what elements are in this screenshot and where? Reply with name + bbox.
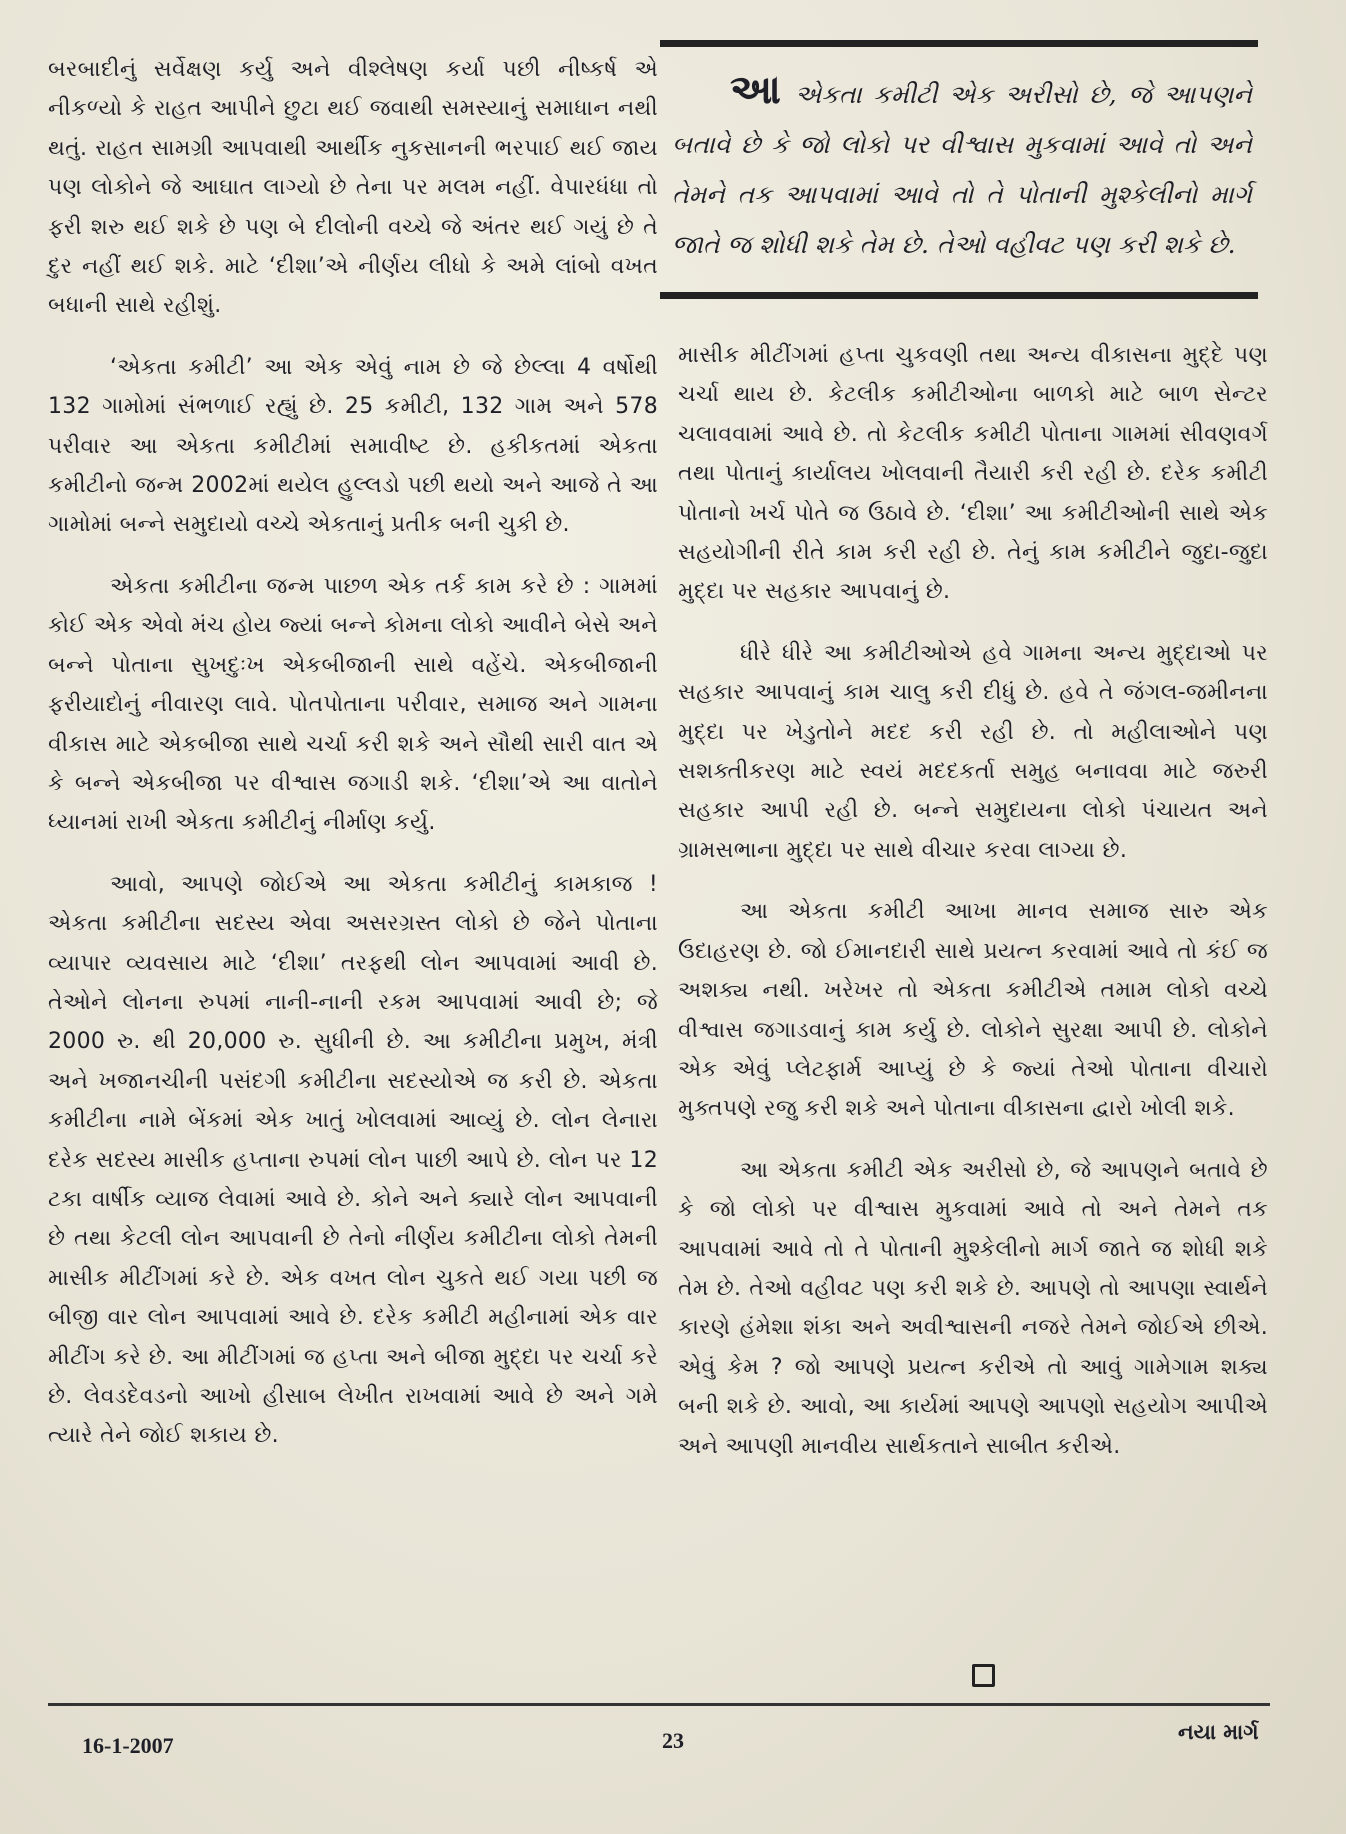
right-paragraph-3: આ એકતા કમીટી આખા માનવ સમાજ સારુ એક ઉદાહરણ છે. જો ઈમાનદારી સાથે પ્રયત્ન કરવામાં આવે તો કંઈ જ અશક્ય નથી. ખરેખર તો એકતા કમીટીએ તમામ લોકો વચ્ચે વીશ્વાસ જગાડવાનું કામ કર્યુ છે. લોકોને સુરક્ષા આપી છે. લોકોને એક એવું પ્લેટફાર્મ આપ્યું છે કે જ્યાં તેઓ પોતાના વીચારો મુક્તપણે રજુ કરી શકે અને પોતાના વીકાસના દ્વારો ખોલી શકે. bbox=[678, 899, 1268, 1122]
left-paragraph-1: બરબાદીનું સર્વેક્ષણ કર્યુ અને વીશ્લેષણ કર્યા પછી નીષ્કર્ષ એ નીકળ્યો કે રાહત આપીને છુટા થઈ જવાથી સમસ્યાનું સમાધાન નથી થતું. રાહત સામગ્રી આપવાથી આર્થીક નુકસાનની ભરપાઈ થઈ જાય પણ લોકોને જે આઘાત લાગ્યો છે તેના પર મલમ નહીં. વેપારધંધા તો ફરી શરુ થઈ શકે છે પણ બે દીલોની વચ્ચે જે અંતર થઈ ગયું છે તે દુર નહીં થઈ શકે. માટે ‘દીશા’એ નીર્ણય લીધો કે અમે લાંબો વખત બધાની સાથે રહીશું. bbox=[48, 57, 658, 319]
end-of-article-mark bbox=[972, 1664, 995, 1687]
left-paragraph-4: આવો, આપણે જોઈએ આ એકતા કમીટીનું કામકાજ ! એકતા કમીટીના સદસ્ય એવા અસરગ્રસ્ત લોકો છે જેને પોતાના વ્યાપાર વ્યવસાય માટે ‘દીશા’ તરફથી લોન આપવામાં આવી છે. તેઓને લોનના રુપમાં નાની-નાની રકમ આપવામાં આવી છે; જે 2000 રુ. થી 20,000 રુ. સુધીની છે. આ કમીટીના પ્રમુખ, મંત્રી અને ખજાનચીની પસંદગી કમીટીના સદસ્યોએ જ કરી છે. એકતા કમીટીના નામે બેંકમાં એક ખાતું ખોલવામાં આવ્યું છે. લોન લેનારા દરેક સદસ્ય માસીક હપ્તાના રુપમાં લોન પાછી આપે છે. લોન પર 12 ટકા વાર્ષીક વ્યાજ લેવામાં આવે છે. કોને અને ક્યારે લોન આપવાની છે તથા કેટલી લોન આપવાની છે તેનો નીર્ણય કમીટીના લોકો તેમની માસીક મીટીંગમાં કરે છે. એક વખત લોન ચુકતે થઈ ગયા પછી જ બીજી વાર લોન આપવામાં આવે છે. દરેક કમીટી મહીનામાં એક વાર મીટીંગ કરે છે. આ મીટીંગમાં જ હપ્તા અને બીજા મુદ્દા પર ચર્ચા કરે છે. લેવડદેવડનો આખો હીસાબ લેખીત રાખવામાં આવે છે અને ગમે ત્યારે તેને જોઈ શકાય છે. bbox=[48, 871, 658, 1449]
right-paragraph-2: ધીરે ધીરે આ કમીટીઓએ હવે ગામના અન્ય મુદ્દાઓ પર સહકાર આપવાનું કામ ચાલુ કરી દીધું છે. હવે તે જંગલ-જમીનના મુદ્દા પર ખેડુતોને મદદ કરી રહી છે. તો મહીલાઓને પણ સશક્તીકરણ માટે સ્વયં મદદકર્તા સમુહ બનાવવા માટે જરુરી સહકાર આપી રહી છે. બન્ને સમુદાયના લોકો પંચાયત અને ગ્રામસભાના મુદ્દા પર સાથે વીચાર કરવા લાગ્યા છે. bbox=[678, 640, 1268, 863]
left-paragraph-2: ‘એકતા કમીટી’ આ એક એવું નામ છે જે છેલ્લા 4 વર્ષોથી 132 ગામોમાં સંભળાઈ રહ્યું છે. 25 કમીટી, 132 ગામ અને 578 પરીવાર આ એકતા કમીટીમાં સમાવીષ્ટ છે. હકીકતમાં એકતા કમીટીનો જન્મ 2002માં થયેલ હુલ્લડો પછી થયો અને આજે તે આ ગામોમાં બન્ને સમુદાયો વચ્ચે એકતાનું પ્રતીક બની ચુકી છે. bbox=[48, 354, 658, 538]
magazine-name: નયા માર્ગ bbox=[1178, 1720, 1259, 1744]
pull-quote bbox=[660, 40, 1258, 299]
right-column-flow bbox=[678, 336, 1268, 1488]
pull-quote-drop-word: આ bbox=[730, 67, 781, 113]
right-paragraph-4: આ એકતા કમીટી એક અરીસો છે, જે આપણને બતાવે છે કે જો લોકો પર વીશ્વાસ મુકવામાં આવે તો અને તેમને તક આપવામાં આવે તો તે પોતાની મુશ્કેલીનો માર્ગ જાતે જ શોધી શકે તેમ છે. તેઓ વહીવટ પણ કરી શકે છે. આપણે તો આપણા સ્વાર્થને કારણે હંમેશા શંકા અને અવીશ્વાસની નજરે તેમને જોઈએ છીએ. એવું કેમ ? જો આપણે પ્રયત્ન કરીએ તો આવું ગામેગામ શક્ય બની શકે છે. આવો, આ કાર્યમાં આપણે આપણો સહયોગ આપીએ અને આપણી માનવીય સાર્થકતાને સાબીત કરીએ. bbox=[678, 1157, 1268, 1459]
page-number: 23 bbox=[662, 1728, 684, 1753]
footer-date: 16-1-2007 bbox=[82, 1733, 174, 1758]
pull-quote-text: એકતા કમીટી એક અરીસો છે, જે આપણને બતાવે છે કે જો લોકો પર વીશ્વાસ મુકવામાં આવે તો અને તેમને તક આપવામાં આવે તો તે પોતાની મુશ્કેલીનો માર્ગ જાતે જ શોધી શકે તેમ છે. તેઓ વહીવટ પણ કરી શકે છે. bbox=[672, 80, 1252, 259]
left-column bbox=[48, 50, 658, 1478]
right-paragraph-1: માસીક મીટીંગમાં હપ્તા ચુકવણી તથા અન્ય વીકાસના મુદ્દે પણ ચર્ચા થાય છે. કેટલીક કમીટીઓના બાળકો માટે બાળ સેન્ટર ચલાવવામાં આવે છે. તો કેટલીક કમીટી પોતાના ગામમાં સીવણવર્ગ તથા પોતાનું કાર્યાલય ખોલવાની તૈયારી કરી રહી છે. દરેક કમીટી પોતાનો ખર્ચ પોતે જ ઉઠાવે છે. ‘દીશા’ આ કમીટીઓની સાથે એક સહયોગીની રીતે કામ કરી રહી છે. તેનું કામ કમીટીને જુદા-જુદા મુદ્દા પર સહકાર આપવાનું છે. bbox=[678, 343, 1268, 605]
left-paragraph-3: એકતા કમીટીના જન્મ પાછળ એક તર્ક કામ કરે છે : ગામમાં કોઈ એક એવો મંચ હોય જ્યાં બન્ને કોમના લોકો આવીને બેસે અને બન્ને પોતાના સુખદુઃખ એકબીજાની સાથે વહેંચે. એકબીજાની ફરીયાદોનું નીવારણ લાવે. પોતપોતાના પરીવાર, સમાજ અને ગામના વીકાસ માટે એકબીજા સાથે ચર્ચા કરી શકે અને સૌથી સારી વાત એ કે બન્ને એકબીજા પર વીશ્વાસ જગાડી શકે. ‘દીશા’એ આ વાતોને ધ્યાનમાં રાખી એકતા કમીટીનું નીર્માણ કર્યુ. bbox=[48, 573, 658, 836]
pull-quote-body bbox=[672, 65, 1252, 270]
footer-divider bbox=[48, 1703, 1270, 1706]
